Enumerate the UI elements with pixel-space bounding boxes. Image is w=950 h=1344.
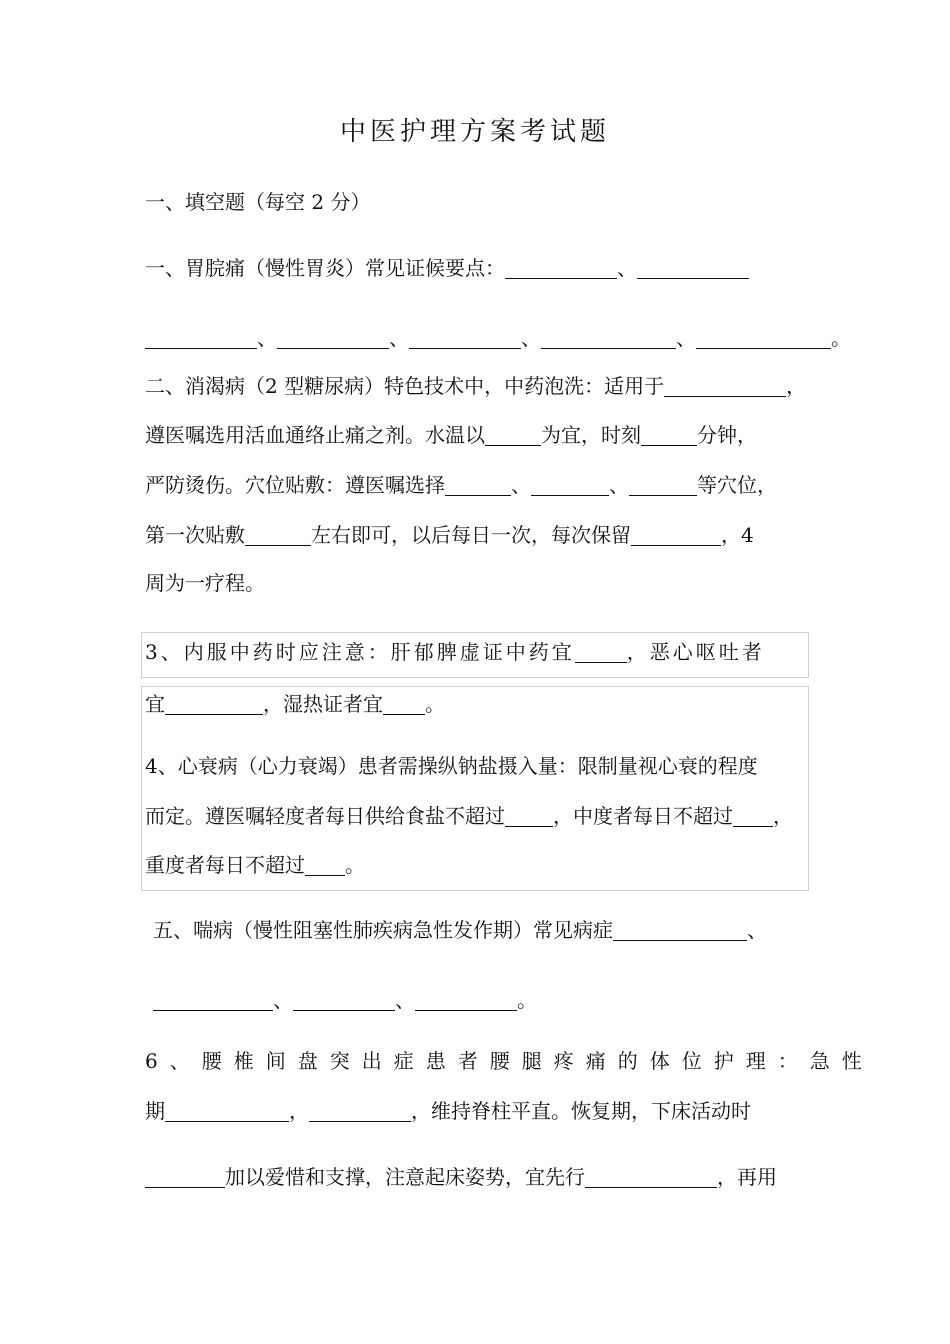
q2-line3 [145, 471, 777, 499]
q2-blank-5[interactable] [531, 473, 609, 496]
q2-blank-1[interactable] [664, 374, 786, 397]
q4-text-2b: ，中度者每日不超过 [553, 804, 733, 828]
q3-text-2c: 。 [425, 692, 445, 716]
q6-line1 [145, 1047, 874, 1075]
q6-line3 [145, 1163, 777, 1191]
q4-text-3b: 。 [345, 853, 365, 877]
q5-text-1: 五、喘病（慢性阻塞性肺疾病急性发作期）常见病症 [153, 918, 613, 942]
q1-blank-4[interactable] [277, 326, 389, 349]
q1-sep: 、 [617, 256, 637, 280]
q6-text-3b: ，再用 [717, 1165, 777, 1189]
q2-text-4b: 左右即可，以后每日一次，每次保留 [311, 523, 631, 547]
q5-blank-1[interactable] [613, 918, 747, 941]
q5-sep: 、 [747, 918, 767, 942]
q5-line1 [153, 916, 767, 944]
q3-text-2a: 宜 [145, 692, 165, 716]
q2-line4 [145, 521, 754, 549]
q1-line1 [145, 254, 749, 282]
q1-sep: 、 [676, 326, 696, 350]
q4-blank-3[interactable] [305, 853, 345, 876]
q2-text-2b: 为宜，时刻 [541, 423, 641, 447]
q2-text-5: 周为一疗程。 [145, 571, 265, 595]
q2-line2 [145, 421, 757, 449]
q3-blank-3[interactable] [383, 692, 425, 715]
q2-text-3c: 、 [609, 473, 629, 497]
q1-blank-6[interactable] [541, 326, 676, 349]
q6-text-2b: ， [289, 1099, 309, 1123]
q2-blank-7[interactable] [245, 523, 311, 546]
q1-sep: 、 [389, 326, 409, 350]
q3-line1 [145, 638, 765, 666]
q4-text-3a: 重度者每日不超过 [145, 853, 305, 877]
q2-text-1b: ， [786, 374, 807, 398]
q4-text-1: 4、心衰病（心力衰竭）患者需操纵钠盐摄入量：限制量视心衰的程度 [145, 754, 758, 778]
q2-text-3a: 严防烫伤。穴位贴敷：遵医嘱选择 [145, 473, 445, 497]
q1-line2 [145, 324, 851, 352]
q1-text: 一、胃脘痛（慢性胃炎）常见证候要点： [145, 256, 505, 280]
section-heading [145, 188, 370, 216]
q2-blank-6[interactable] [629, 473, 697, 496]
q6-blank-3[interactable] [145, 1165, 225, 1188]
q1-blank-5[interactable] [409, 326, 521, 349]
page-title: 中医护理方案考试题 [339, 117, 610, 147]
q1-sep: 、 [257, 326, 277, 350]
q3-text-1b: ，恶心呕吐者 [626, 640, 765, 664]
q2-text-4a: 第一次贴敷 [145, 523, 245, 547]
q3-text-1a: 3、内服中药时应注意：肝郁脾虚证中药宜 [145, 640, 575, 664]
q5-blank-3[interactable] [293, 988, 395, 1011]
q4-blank-2[interactable] [733, 804, 773, 827]
q6-blank-2[interactable] [309, 1099, 411, 1122]
q5-blank-4[interactable] [415, 988, 517, 1011]
q2-blank-3[interactable] [641, 423, 697, 446]
q3-blank-1[interactable] [575, 640, 627, 663]
section-heading-text: 一、填空题（每空 2 分） [145, 190, 371, 214]
q2-text-3b: 、 [511, 473, 531, 497]
q5-line2 [153, 986, 537, 1014]
q4-blank-1[interactable] [505, 804, 553, 827]
q5-sep: 、 [273, 988, 293, 1012]
q2-line1 [145, 372, 806, 400]
q4-line1 [145, 752, 758, 780]
q2-blank-4[interactable] [445, 473, 511, 496]
q5-end: 。 [517, 988, 537, 1012]
q5-blank-2[interactable] [153, 988, 273, 1011]
q1-sep: 、 [521, 326, 541, 350]
q1-blank-7[interactable] [696, 326, 831, 349]
q4-text-2a: 而定。遵医嘱轻度者每日供给食盐不超过 [145, 804, 505, 828]
q6-text-2c: ，维持脊柱平直。恢复期，下床活动时 [411, 1099, 751, 1123]
q2-blank-8[interactable] [631, 523, 721, 546]
q5-sep: 、 [395, 988, 415, 1012]
q2-text-2a: 遵医嘱选用活血通络止痛之剂。水温以 [145, 423, 485, 447]
q1-blank-1[interactable] [505, 256, 617, 279]
q2-line5 [145, 569, 265, 597]
q4-line2 [145, 802, 793, 830]
q2-blank-2[interactable] [485, 423, 541, 446]
q4-line3 [145, 851, 365, 879]
q3-blank-2[interactable] [165, 692, 263, 715]
q2-text-4c: ，4 [721, 523, 754, 547]
q3-line2 [145, 690, 445, 718]
q1-blank-3[interactable] [145, 326, 257, 349]
q1-blank-2[interactable] [637, 256, 749, 279]
q6-blank-1[interactable] [165, 1099, 289, 1122]
q3-text-2b: ，湿热证者宜 [263, 692, 383, 716]
q6-blank-4[interactable] [585, 1165, 717, 1188]
q6-text-1: 6、腰椎间盘突出症患者腰腿疼痛的体位护理：急性 [145, 1049, 874, 1073]
q6-text-2a: 期 [145, 1099, 165, 1123]
q2-text-2c: 分钟， [697, 423, 757, 447]
q2-text-3d: 等穴位， [697, 473, 777, 497]
q6-text-3a: 加以爱惜和支撑，注意起床姿势，宜先行 [225, 1165, 585, 1189]
q6-line2 [145, 1097, 751, 1125]
q2-text-1a: 二、消渴病（2 型糖尿病）特色技术中，中药泡洗：适用于 [145, 374, 665, 398]
q4-text-2c: ， [773, 804, 793, 828]
q1-end: 。 [831, 326, 851, 350]
